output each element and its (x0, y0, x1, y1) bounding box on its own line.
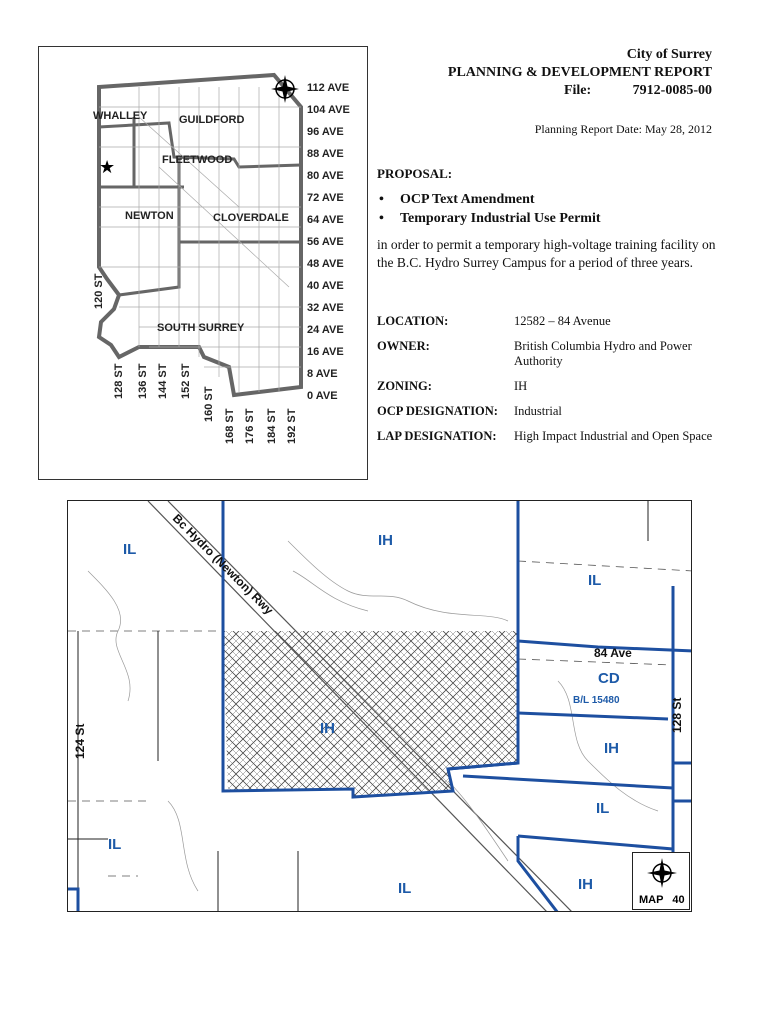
ctx-area-whalley: WHALLEY (93, 110, 148, 122)
zone-label: IL (596, 800, 610, 817)
detail-row (377, 379, 717, 394)
detail-value: High Impact Industrial and Open Space (514, 429, 713, 443)
report-date: Planning Report Date: May 28, 2012 (534, 122, 712, 136)
detail-key: LAP DESIGNATION: (377, 429, 497, 443)
zone-label: IH (378, 532, 393, 549)
zone-label: CD (598, 670, 620, 687)
detail-value: British Columbia Hydro and Power Authority (514, 339, 692, 368)
zone-label: IL (398, 880, 412, 897)
proposal-section (377, 166, 717, 272)
ctx-area-guildford: GUILDFORD (179, 114, 245, 126)
ctx-avenue: 64 AVE (307, 214, 344, 226)
detail-key: OWNER: (377, 339, 430, 353)
ctx-avenue: 56 AVE (307, 236, 344, 248)
report-header (448, 46, 712, 100)
zone-label: IL (123, 541, 137, 558)
file-label: File: (563, 83, 592, 98)
detail-value: Industrial (514, 404, 562, 418)
ctx-avenue: 8 AVE (307, 368, 338, 380)
detail-row (377, 429, 717, 444)
ctx-avenue: 40 AVE (307, 280, 344, 292)
detail-key: ZONING: (377, 379, 432, 393)
detail-value: 12582 – 84 Avenue (514, 314, 611, 328)
compass-icon (647, 858, 677, 888)
proposal-heading: PROPOSAL: (377, 166, 453, 181)
site-hatch (223, 631, 518, 797)
ctx-avenue: 112 AVE (307, 82, 350, 94)
road-label-railway: Bc Hydro (Newton) Rwy (169, 511, 276, 618)
ctx-avenue: 104 AVE (307, 104, 350, 116)
detail-row (377, 339, 717, 369)
ctx-street: 128 ST (113, 363, 125, 399)
ctx-avenue: 0 AVE (307, 390, 338, 402)
proposal-item: • Temporary Industrial Use Permit (377, 209, 717, 228)
ctx-area-newton: NEWTON (125, 210, 174, 222)
ctx-street: 184 ST (266, 408, 278, 444)
zoning-map (67, 500, 692, 912)
ctx-street: 168 ST (224, 408, 236, 444)
detail-key: OCP DESIGNATION: (377, 404, 498, 418)
ctx-street: 152 ST (180, 363, 192, 399)
ctx-avenue: 72 AVE (307, 192, 344, 204)
map-reference-box (632, 852, 690, 910)
ctx-avenue: 32 AVE (307, 302, 344, 314)
proposal-description: in order to permit a temporary high-voltage training facility on the B.C. Hydro Surrey Campus for a period of three years. (377, 237, 716, 270)
road-label-124-st: 124 St (73, 723, 87, 759)
road-label-128-st: 128 St (670, 697, 684, 733)
ctx-avenue: 24 AVE (307, 324, 344, 336)
zone-bylaw: B/L 15480 (573, 695, 620, 706)
detail-key: LOCATION: (377, 314, 449, 328)
ctx-avenue: 96 AVE (307, 126, 344, 138)
ctx-street: 136 ST (137, 363, 149, 399)
road-label-84-ave: 84 Ave (594, 646, 632, 660)
ctx-street: 144 ST (157, 363, 169, 399)
ctx-street: 192 ST (286, 408, 298, 444)
property-details (377, 314, 717, 454)
ctx-avenue: 16 AVE (307, 346, 344, 358)
report-title: PLANNING & DEVELOPMENT REPORT (447, 65, 712, 80)
ctx-avenue: 88 AVE (307, 148, 344, 160)
file-line (448, 82, 712, 100)
city-name: City of Surrey (626, 47, 712, 62)
ctx-avenue: 48 AVE (307, 258, 344, 270)
proposal-item: • OCP Text Amendment (377, 190, 717, 209)
ctx-area-fleetwood: FLEETWOOD (162, 154, 233, 166)
ctx-street: 176 ST (244, 408, 256, 444)
zone-label: IH (604, 740, 619, 757)
ctx-area-cloverdale: CLOVERDALE (213, 212, 289, 224)
proposal-list (377, 190, 717, 228)
ctx-avenue: 80 AVE (307, 170, 344, 182)
site-star-icon: ★ (99, 157, 116, 178)
detail-row (377, 404, 717, 419)
file-number: 7912-0085-00 (632, 83, 712, 98)
ctx-street: 160 ST (203, 386, 215, 422)
context-map (38, 46, 368, 480)
zone-label: IL (588, 572, 602, 589)
map-reference: MAP 40 (639, 894, 685, 906)
zone-label: IL (108, 836, 122, 853)
ctx-street: 120 ST (93, 273, 105, 309)
detail-value: IH (514, 379, 528, 393)
zone-label: IH (578, 876, 593, 893)
zone-label: IH (320, 720, 335, 737)
detail-row (377, 314, 717, 329)
ctx-area-south-surrey: SOUTH SURREY (157, 322, 245, 334)
